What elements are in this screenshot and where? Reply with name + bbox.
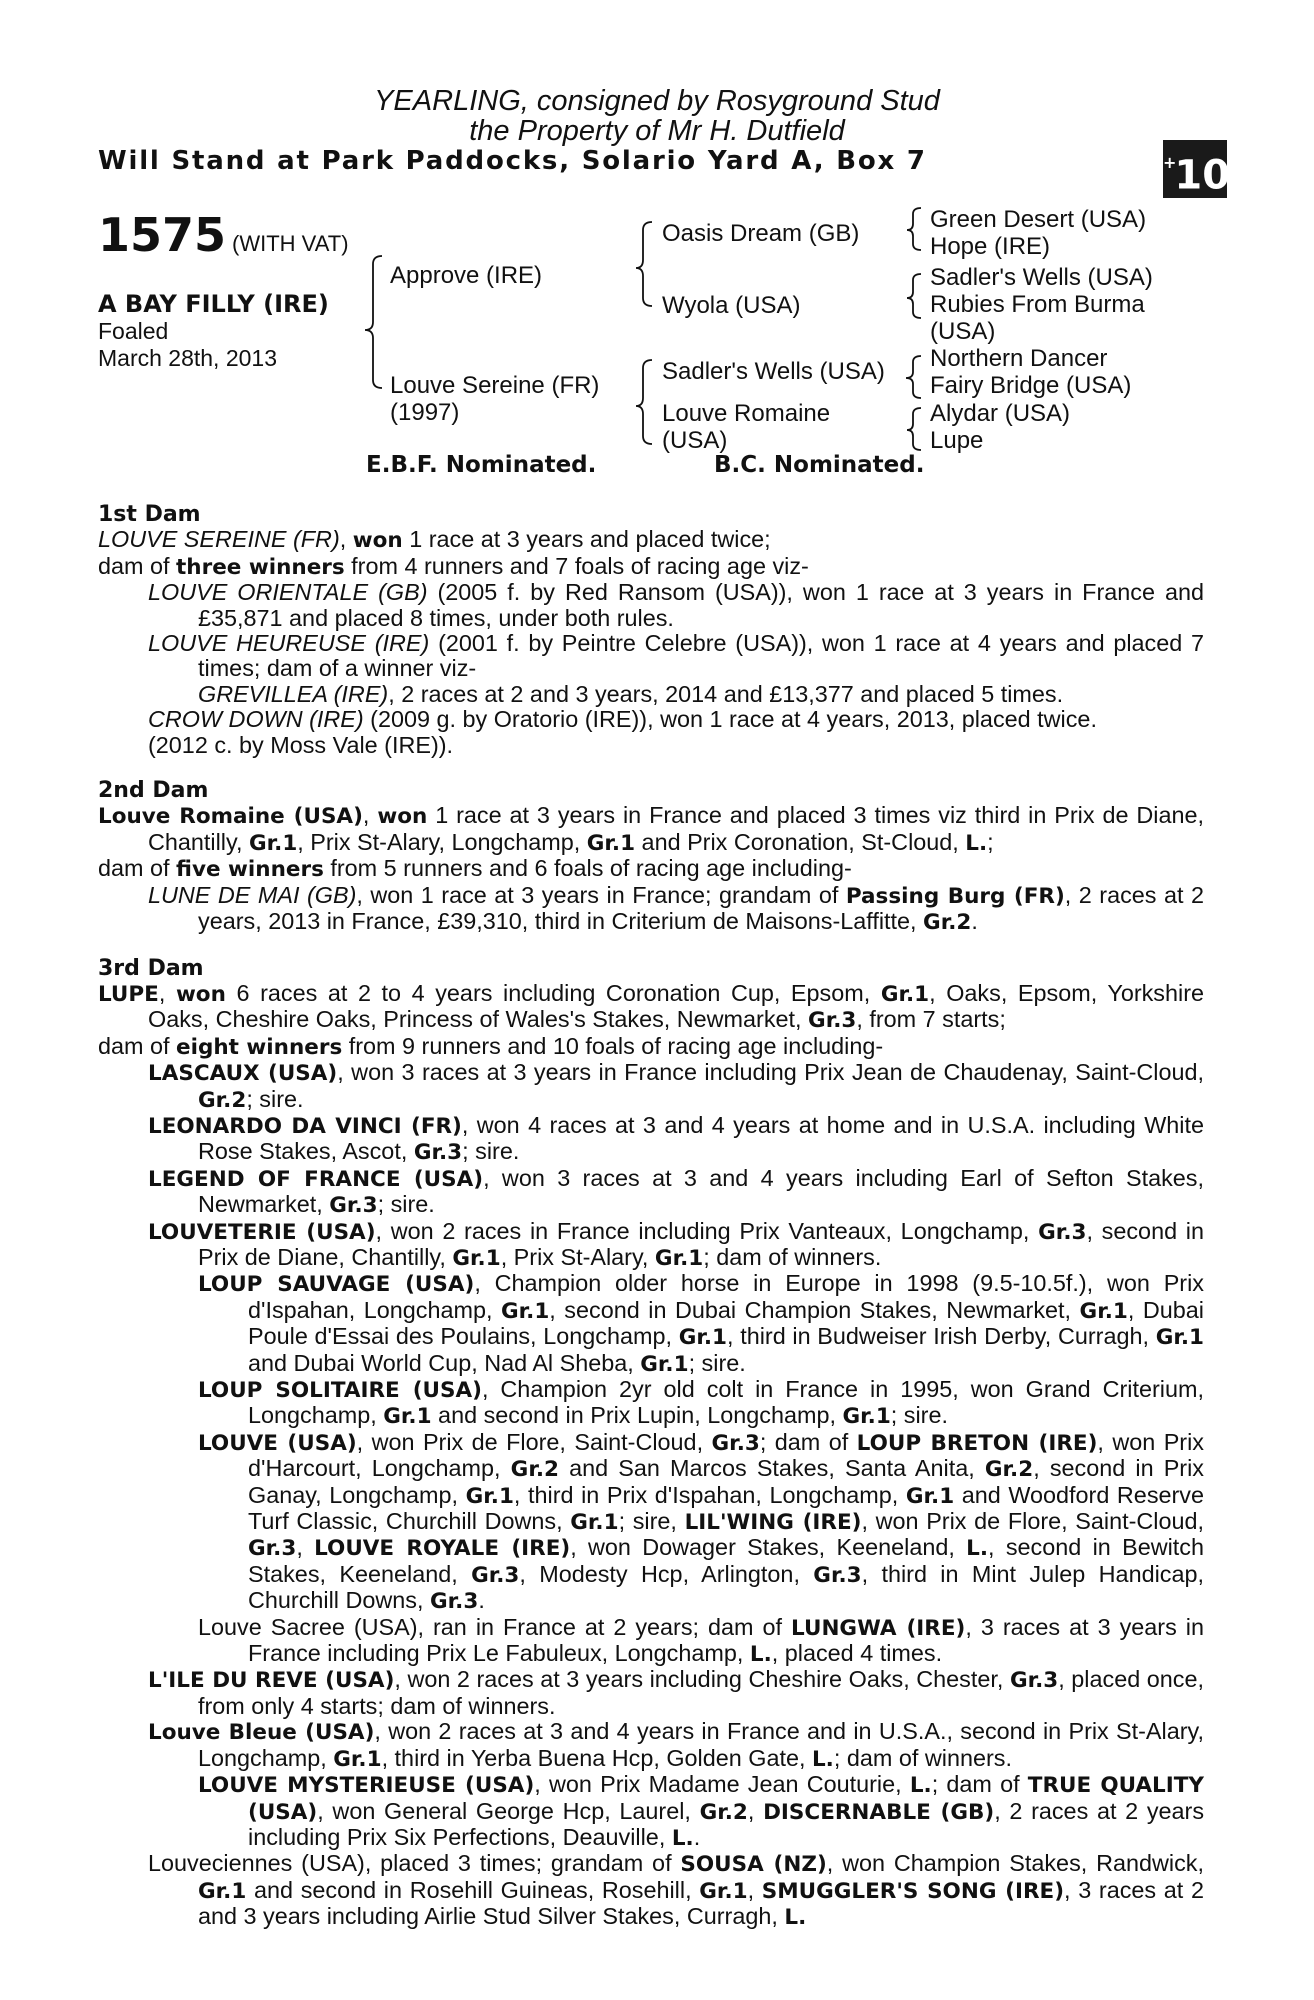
ebf-nominated: E.B.F. Nominated.	[366, 452, 597, 478]
list-item: LEONARDO DA VINCI (FR), won 4 races at 3 and 4 years at home and in U.S.A. including White Rose Stakes, Ascot, Gr.3; sire.	[148, 1111, 1204, 1166]
list-item: LOUP SOLITAIRE (USA), Champion 2yr old colt in France in 1995, won Grand Criterium, Longchamp, Gr.1 and second in Prix Lupin, Longchamp, Gr.1; sire.	[198, 1376, 1204, 1430]
second-dam-record: Louve Romaine (USA), won 1 race at 3 years in France and placed 3 times viz third in Prix de Diane, Chantilly, Gr.1, Prix St-Alary, Longchamp, Gr.1 and Prix Coronation, St-Cloud, L.;	[98, 802, 1205, 856]
pedigree-dam-dam: Louve Romaine	[662, 400, 831, 427]
pedigree-sire-sire: Oasis Dream (GB)	[662, 220, 860, 247]
pedigree-dam-year: (1997)	[390, 399, 460, 426]
list-item: LOUVE MYSTERIEUSE (USA), won Prix Madame Jean Couturie, L.; dam of TRUE QUALITY (USA), won General George Hcp, Laurel, Gr.2, DISCERNABLE (GB), 2 races at 2 years including Prix Six Perfections, Deauville, L..	[198, 1771, 1205, 1851]
vat-label: (WITH VAT)	[232, 231, 349, 256]
first-dam-produce-summary: dam of three winners from 4 runners and 7 foals of racing age viz-	[98, 552, 809, 580]
second-dam-heading: 2nd Dam	[98, 778, 209, 804]
list-item: Louveciennes (USA), placed 3 times; grandam of SOUSA (NZ), won Champion Stakes, Randwick, Gr.1 and second in Rosehill Guineas, Rosehill, Gr.1, SMUGGLER'S SONG (IRE), 3 races at 2 and 3 years including Airlie Stud Silver Stakes, Curragh, L.	[148, 1850, 1204, 1931]
pedigree-sds: Sadler's Wells (USA)	[930, 264, 1153, 291]
pedigree-sire: Approve (IRE)	[390, 262, 543, 289]
first-dam-heading: 1st Dam	[98, 502, 201, 527]
owner-line: the Property of Mr H. Dutfield	[469, 115, 845, 147]
list-item: CROW DOWN (IRE) (2009 g. by Oratorio (IRE)), won 1 race at 4 years, 2013, placed twice.	[148, 706, 1097, 733]
list-item: LOUVE (USA), won Prix de Flore, Saint-Cloud, Gr.3; dam of LOUP BRETON (IRE), won Prix d'Harcourt, Longchamp, Gr.2 and San Marcos Stakes, Santa Anita, Gr.2, second in Prix Ganay, Longchamp, Gr.1, third in Prix d'Ispahan, Longchamp, Gr.1 and Woodford Reserve Turf Classic, Churchill Downs, Gr.1; sire, LIL'WING (IRE), won Prix de Flore, Saint-Cloud, Gr.3, LOUVE ROYALE (IRE), won Dowager Stakes, Keeneland, L., second in Bewitch Stakes, Keeneland, Gr.3, Modesty Hcp, Arlington, Gr.3, third in Mint Julep Handicap, Churchill Downs, Gr.3.	[198, 1428, 1205, 1615]
pedigree-ddd: Lupe	[930, 427, 984, 454]
list-item: LEGEND OF FRANCE (USA), won 3 races at 3 and 4 years including Earl of Sefton Stakes, Newmarket, Gr.3; sire.	[148, 1164, 1204, 1219]
list-item: L'ILE DU REVE (USA), won 2 races at 3 years including Cheshire Oaks, Chester, Gr.3, placed once, from only 4 starts; dam of winners.	[148, 1666, 1204, 1719]
third-dam-heading: 3rd Dam	[98, 955, 204, 981]
badge-number: 10	[1174, 152, 1231, 199]
third-dam-record: LUPE, won 6 races at 2 to 4 years including Coronation Cup, Epsom, Gr.1, Oaks, Epsom, Yorkshire Oaks, Cheshire Oaks, Princess of Wales's Stakes, Newmarket, Gr.3, from 7 starts;	[98, 979, 1205, 1034]
lot-number: 1575	[98, 208, 227, 262]
list-item: LOUVETERIE (USA), won 2 races in France including Prix Vanteaux, Longchamp, Gr.3, second in Prix de Diane, Chantilly, Gr.1, Prix St-Alary, Gr.1; dam of winners.	[148, 1217, 1204, 1271]
list-item: LOUVE ORIENTALE (GB) (2005 f. by Red Ransom (USA)), won 1 race at 3 years in France and £35,871 and placed 8 times, under both rules.	[148, 579, 1205, 631]
list-item: LUNE DE MAI (GB), won 1 race at 3 years in France; grandam of Passing Burg (FR), 2 races at 2 years, 2013 in France, £39,310, third in Criterium de Maisons-Laffitte, Gr.2.	[148, 881, 1205, 936]
pedigree-ssd: Hope (IRE)	[930, 233, 1051, 260]
pedigree-sss: Green Desert (USA)	[930, 206, 1147, 233]
pedigree-dds: Alydar (USA)	[930, 400, 1071, 427]
pedigree-brackets	[0, 0, 1314, 480]
catalogue-body	[98, 502, 1204, 1931]
pedigree-sdd-country: (USA)	[930, 318, 996, 345]
stand-location: Will Stand at Park Paddocks, Solario Yard A, Box 7	[98, 146, 927, 176]
first-dam-record: LOUVE SEREINE (FR), won 1 race at 3 years and placed twice;	[98, 526, 771, 554]
pedigree-dss: Northern Dancer	[930, 345, 1108, 372]
pedigree-dam: Louve Sereine (FR)	[390, 372, 600, 399]
list-item: LOUP SAUVAGE (USA), Champion older horse in Europe in 1998 (9.5-10.5f.), won Prix d'Ispahan, Longchamp, Gr.1, second in Dubai Champion Stakes, Newmarket, Gr.1, Dubai Poule d'Essai des Poulains, Longchamp, Gr.1, third in Budweiser Irish Derby, Curragh, Gr.1 and Dubai World Cup, Nad Al Sheba, Gr.1; sire.	[198, 1270, 1204, 1377]
foaled-date: March 28th, 2013	[98, 345, 278, 371]
bc-nominated: B.C. Nominated.	[714, 452, 925, 478]
third-dam-produce-summary: dam of eight winners from 9 runners and 10 foals of racing age including-	[98, 1032, 884, 1060]
consignor-line: YEARLING, consigned by Rosyground Stud	[374, 85, 940, 117]
pedigree-dam-dam-country: (USA)	[662, 427, 728, 454]
pedigree-dam-sire: Sadler's Wells (USA)	[662, 358, 885, 385]
list-item: (2012 c. by Moss Vale (IRE)).	[148, 731, 454, 758]
list-item: LOUVE HEUREUSE (IRE) (2001 f. by Peintre Celebre (USA)), won 1 race at 4 years and placed 7 times; dam of a winner viz-	[148, 630, 1205, 682]
list-item: GREVILLEA (IRE), 2 races at 2 and 3 years, 2014 and £13,377 and placed 5 times.	[198, 680, 1064, 707]
foaled-label: Foaled	[98, 318, 169, 344]
pedigree-sire-dam: Wyola (USA)	[662, 292, 801, 319]
list-item: Louve Sacree (USA), ran in France at 2 years; dam of LUNGWA (IRE), 3 races at 3 years in France including Prix Le Fabuleux, Longchamp, L., placed 4 times.	[198, 1613, 1204, 1668]
horse-name: A BAY FILLY (IRE)	[98, 290, 329, 318]
list-item: LASCAUX (USA), won 3 races at 3 years in France including Prix Jean de Chaudenay, Saint-Cloud, Gr.2; sire.	[148, 1059, 1204, 1113]
list-item: Louve Bleue (USA), won 2 races at 3 and 4 years in France and in U.S.A., second in Prix St-Alary, Longchamp, Gr.1, third in Yerba Buena Hcp, Golden Gate, L.; dam of winners.	[148, 1718, 1204, 1772]
pedigree-dsd: Fairy Bridge (USA)	[930, 372, 1132, 399]
second-dam-produce-summary: dam of five winners from 5 runners and 6 foals of racing age including-	[98, 855, 852, 883]
pedigree-sdd: Rubies From Burma	[930, 291, 1145, 318]
badge-plus: +	[1163, 153, 1177, 172]
